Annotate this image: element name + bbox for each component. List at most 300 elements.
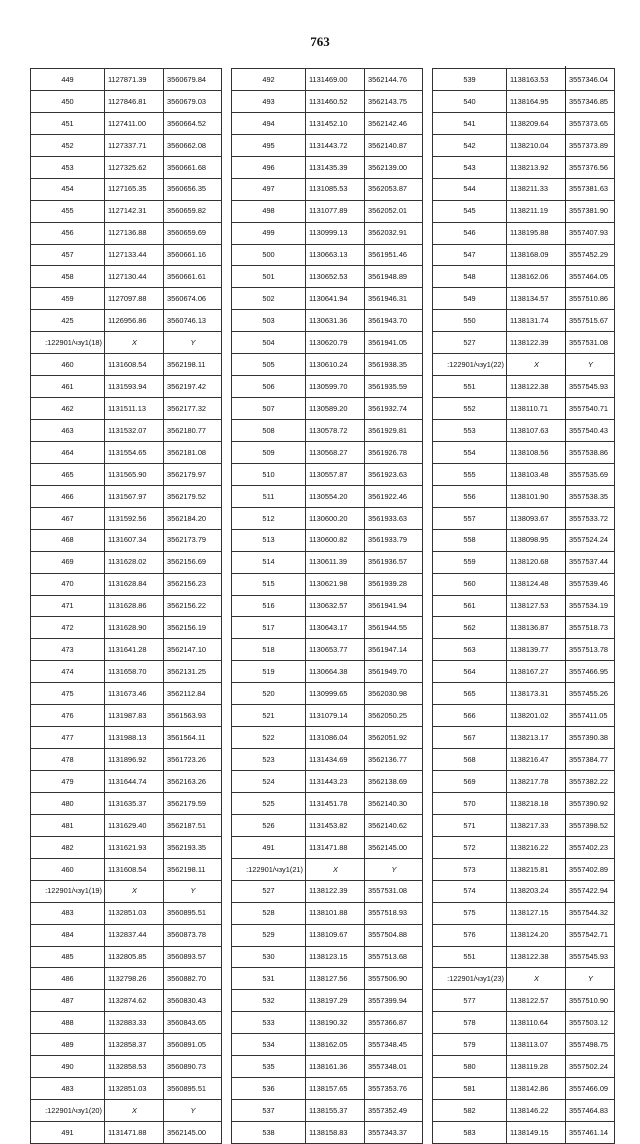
x-coordinate-cell: 1138122.38: [507, 376, 566, 398]
table-row: [232, 551, 423, 573]
table-row: [232, 573, 423, 595]
point-number-cell: 532: [232, 990, 306, 1012]
y-coordinate-cell: 3557545.93: [566, 376, 615, 398]
point-number-cell: 467: [31, 507, 105, 529]
y-coordinate-cell: 3560674.06: [164, 288, 222, 310]
page-number: 763: [310, 34, 330, 49]
x-coordinate-cell: 1138209.64: [507, 112, 566, 134]
y-coordinate-cell: 3557531.08: [365, 880, 423, 902]
x-coordinate-cell: 1138122.39: [507, 332, 566, 354]
x-coordinate-cell: 1138217.78: [507, 771, 566, 793]
table-row: [433, 880, 615, 902]
x-coordinate-cell: 1132851.03: [105, 1078, 164, 1100]
table-row: [232, 244, 423, 266]
y-coordinate-cell: 3562187.51: [164, 814, 222, 836]
x-coordinate-cell: 1138146.22: [507, 1100, 566, 1122]
y-coordinate-cell: 3562163.26: [164, 771, 222, 793]
y-coordinate-cell: 3557545.93: [566, 946, 615, 968]
y-coordinate-cell: 3560873.78: [164, 924, 222, 946]
x-coordinate-cell: 1138122.38: [507, 946, 566, 968]
x-coordinate-cell: 1130632.57: [306, 595, 365, 617]
y-coordinate-cell: 3557464.05: [566, 266, 615, 288]
point-number-cell: 482: [31, 836, 105, 858]
point-number-cell: 542: [433, 134, 507, 156]
y-coordinate-cell: 3557544.32: [566, 902, 615, 924]
point-number-cell: 563: [433, 639, 507, 661]
y-coordinate-cell: 3562198.11: [164, 858, 222, 880]
point-number-cell: 577: [433, 990, 507, 1012]
table-row: [31, 836, 222, 858]
y-coordinate-cell: 3562181.08: [164, 441, 222, 463]
y-coordinate-cell: 3557539.46: [566, 573, 615, 595]
y-header-cell: Y: [164, 1100, 222, 1122]
x-coordinate-cell: 1138149.15: [507, 1122, 566, 1144]
y-header-cell: Y: [164, 332, 222, 354]
x-coordinate-cell: 1138127.56: [306, 968, 365, 990]
point-number-cell: 484: [31, 924, 105, 946]
table-row: [433, 398, 615, 420]
point-number-cell: 570: [433, 792, 507, 814]
y-coordinate-cell: 3562179.52: [164, 485, 222, 507]
y-coordinate-cell: 3557513.68: [365, 946, 423, 968]
y-coordinate-cell: 3557534.19: [566, 595, 615, 617]
point-number-cell: 565: [433, 683, 507, 705]
y-coordinate-cell: 3557537.44: [566, 551, 615, 573]
y-coordinate-cell: 3557384.77: [566, 749, 615, 771]
y-coordinate-cell: 3560890.73: [164, 1056, 222, 1078]
table-row: [31, 398, 222, 420]
x-coordinate-cell: 1130621.98: [306, 573, 365, 595]
point-number-cell: 512: [232, 507, 306, 529]
point-number-cell: 537: [232, 1100, 306, 1122]
point-number-cell: 449: [31, 69, 105, 91]
x-coordinate-cell: 1138103.48: [507, 463, 566, 485]
point-number-cell: 546: [433, 222, 507, 244]
point-number-cell: 496: [232, 156, 306, 178]
table-row: [31, 990, 222, 1012]
table-row: [232, 310, 423, 332]
x-coordinate-cell: 1132883.33: [105, 1012, 164, 1034]
x-coordinate-cell: 1130554.20: [306, 485, 365, 507]
point-number-cell: 580: [433, 1056, 507, 1078]
table-row: [433, 288, 615, 310]
table-row: [232, 727, 423, 749]
x-coordinate-cell: 1127133.44: [105, 244, 164, 266]
x-coordinate-cell: 1130652.53: [306, 266, 365, 288]
point-number-cell: 551: [433, 946, 507, 968]
table-row: [433, 749, 615, 771]
x-coordinate-cell: 1131628.02: [105, 551, 164, 573]
y-coordinate-cell: 3557343.37: [365, 1122, 423, 1144]
table-row: [31, 551, 222, 573]
point-number-cell: 462: [31, 398, 105, 420]
x-coordinate-cell: 1131988.13: [105, 727, 164, 749]
x-coordinate-cell: 1138216.22: [507, 836, 566, 858]
x-coordinate-cell: 1138101.90: [507, 485, 566, 507]
point-number-cell: 582: [433, 1100, 507, 1122]
y-coordinate-cell: 3557346.04: [566, 69, 615, 91]
table-row: [31, 156, 222, 178]
point-number-cell: 468: [31, 529, 105, 551]
table-row: [232, 376, 423, 398]
y-coordinate-cell: 3562197.42: [164, 376, 222, 398]
point-number-cell: 486: [31, 968, 105, 990]
y-coordinate-cell: 3561939.28: [365, 573, 423, 595]
y-coordinate-cell: 3557464.83: [566, 1100, 615, 1122]
table-row: [31, 924, 222, 946]
y-coordinate-cell: 3557535.69: [566, 463, 615, 485]
point-number-cell: 547: [433, 244, 507, 266]
y-coordinate-cell: 3562032.91: [365, 222, 423, 244]
point-number-cell: 543: [433, 156, 507, 178]
y-coordinate-cell: 3560659.82: [164, 200, 222, 222]
x-coordinate-cell: 1127337.71: [105, 134, 164, 156]
section-header-row: [433, 354, 615, 376]
y-coordinate-cell: 3562184.20: [164, 507, 222, 529]
point-number-cell: 481: [31, 814, 105, 836]
y-coordinate-cell: 3557346.85: [566, 90, 615, 112]
y-coordinate-cell: 3557466.95: [566, 661, 615, 683]
y-coordinate-cell: 3562179.59: [164, 792, 222, 814]
x-coordinate-cell: 1138173.31: [507, 683, 566, 705]
point-number-cell: 523: [232, 749, 306, 771]
point-number-cell: 581: [433, 1078, 507, 1100]
y-header-cell: Y: [566, 968, 615, 990]
table-row: [433, 1122, 615, 1144]
y-coordinate-cell: 3562145.00: [164, 1122, 222, 1144]
table-row: [433, 858, 615, 880]
point-number-cell: 558: [433, 529, 507, 551]
point-number-cell: 454: [31, 178, 105, 200]
x-coordinate-cell: 1138167.27: [507, 661, 566, 683]
y-coordinate-cell: 3557518.73: [566, 617, 615, 639]
table-row: [31, 749, 222, 771]
point-number-cell: 491: [232, 836, 306, 858]
point-number-cell: 533: [232, 1012, 306, 1034]
y-coordinate-cell: 3557373.65: [566, 112, 615, 134]
x-coordinate-cell: 1130641.94: [306, 288, 365, 310]
x-coordinate-cell: 1131532.07: [105, 420, 164, 442]
x-coordinate-cell: 1131628.86: [105, 595, 164, 617]
point-number-cell: 491: [31, 1122, 105, 1144]
x-coordinate-cell: 1138110.64: [507, 1012, 566, 1034]
y-coordinate-cell: 3562030.98: [365, 683, 423, 705]
section-header-row: [232, 858, 423, 880]
x-coordinate-cell: 1131435.39: [306, 156, 365, 178]
point-number-cell: 539: [433, 69, 507, 91]
table-row: [433, 507, 615, 529]
table-row: [232, 178, 423, 200]
table-row: [232, 485, 423, 507]
point-number-cell: 525: [232, 792, 306, 814]
x-coordinate-cell: 1138218.18: [507, 792, 566, 814]
table-row: [232, 134, 423, 156]
x-coordinate-cell: 1130611.39: [306, 551, 365, 573]
x-coordinate-cell: 1138120.68: [507, 551, 566, 573]
x-coordinate-cell: 1132851.03: [105, 902, 164, 924]
point-number-cell: 492: [232, 69, 306, 91]
x-coordinate-cell: 1131608.54: [105, 354, 164, 376]
point-number-cell: 459: [31, 288, 105, 310]
y-coordinate-cell: 3557503.12: [566, 1012, 615, 1034]
x-coordinate-cell: 1127871.39: [105, 69, 164, 91]
point-number-cell: 518: [232, 639, 306, 661]
point-number-cell: 541: [433, 112, 507, 134]
table-row: [31, 178, 222, 200]
y-coordinate-cell: 3557348.45: [365, 1034, 423, 1056]
y-coordinate-cell: 3561564.11: [164, 727, 222, 749]
x-coordinate-cell: 1131443.23: [306, 771, 365, 793]
point-number-cell: 551: [433, 376, 507, 398]
y-coordinate-cell: 3557381.63: [566, 178, 615, 200]
x-coordinate-cell: 1138110.71: [507, 398, 566, 420]
x-coordinate-cell: 1127846.81: [105, 90, 164, 112]
point-number-cell: 555: [433, 463, 507, 485]
point-number-cell: 544: [433, 178, 507, 200]
point-number-cell: 451: [31, 112, 105, 134]
x-coordinate-cell: 1138217.33: [507, 814, 566, 836]
x-coordinate-cell: 1127130.44: [105, 266, 164, 288]
x-coordinate-cell: 1138213.17: [507, 727, 566, 749]
point-number-cell: 452: [31, 134, 105, 156]
y-coordinate-cell: 3557390.38: [566, 727, 615, 749]
point-number-cell: 549: [433, 288, 507, 310]
y-coordinate-cell: 3557466.09: [566, 1078, 615, 1100]
point-number-cell: 519: [232, 661, 306, 683]
table-row: [433, 814, 615, 836]
table-row: [433, 617, 615, 639]
table-row: [31, 814, 222, 836]
point-number-cell: 425: [31, 310, 105, 332]
table-row: [31, 902, 222, 924]
y-coordinate-cell: 3562173.79: [164, 529, 222, 551]
x-coordinate-cell: 1138203.24: [507, 880, 566, 902]
y-coordinate-cell: 3557398.52: [566, 814, 615, 836]
y-coordinate-cell: 3557390.92: [566, 792, 615, 814]
x-coordinate-cell: 1130599.70: [306, 376, 365, 398]
point-number-cell: 483: [31, 1078, 105, 1100]
y-coordinate-cell: 3561938.35: [365, 354, 423, 376]
y-coordinate-cell: 3561943.70: [365, 310, 423, 332]
point-number-cell: 470: [31, 573, 105, 595]
x-coordinate-cell: 1138142.86: [507, 1078, 566, 1100]
x-coordinate-cell: 1138211.33: [507, 178, 566, 200]
point-number-cell: 500: [232, 244, 306, 266]
y-coordinate-cell: 3560679.84: [164, 69, 222, 91]
table-row: [433, 200, 615, 222]
point-number-cell: 540: [433, 90, 507, 112]
y-coordinate-cell: 3562052.01: [365, 200, 423, 222]
table-row: [232, 398, 423, 420]
y-coordinate-cell: 3561946.31: [365, 288, 423, 310]
x-coordinate-cell: 1138124.48: [507, 573, 566, 595]
point-number-cell: 534: [232, 1034, 306, 1056]
y-coordinate-cell: 3557411.05: [566, 705, 615, 727]
table-row: [433, 771, 615, 793]
table-row: [232, 222, 423, 244]
parcel-id-cell: :122901/чзу1(22): [433, 354, 507, 376]
x-coordinate-cell: 1138101.88: [306, 902, 365, 924]
parcel-id-cell: :122901/чзу1(20): [31, 1100, 105, 1122]
y-coordinate-cell: 3562180.77: [164, 420, 222, 442]
y-coordinate-cell: 3561947.14: [365, 639, 423, 661]
x-coordinate-cell: 1138131.74: [507, 310, 566, 332]
table-row: [433, 178, 615, 200]
y-coordinate-cell: 3562140.62: [365, 814, 423, 836]
point-number-cell: 493: [232, 90, 306, 112]
coordinates-table-middle: [231, 68, 423, 1144]
x-coordinate-cell: 1130600.82: [306, 529, 365, 551]
y-coordinate-cell: 3562112.84: [164, 683, 222, 705]
table-row: [232, 1012, 423, 1034]
x-coordinate-cell: 1131565.90: [105, 463, 164, 485]
table-row: [433, 661, 615, 683]
point-number-cell: 575: [433, 902, 507, 924]
x-coordinate-cell: 1130600.20: [306, 507, 365, 529]
x-coordinate-cell: 1131629.40: [105, 814, 164, 836]
point-number-cell: 488: [31, 1012, 105, 1034]
table-row: [433, 134, 615, 156]
table-row: [232, 639, 423, 661]
x-coordinate-cell: 1138122.57: [507, 990, 566, 1012]
point-number-cell: 503: [232, 310, 306, 332]
point-number-cell: 527: [232, 880, 306, 902]
table-row: [232, 156, 423, 178]
x-coordinate-cell: 1138119.28: [507, 1056, 566, 1078]
x-coordinate-cell: 1138163.53: [507, 69, 566, 91]
point-number-cell: 530: [232, 946, 306, 968]
table-row: [31, 244, 222, 266]
table-row: [31, 112, 222, 134]
y-coordinate-cell: 3557353.76: [365, 1078, 423, 1100]
x-coordinate-cell: 1138109.67: [306, 924, 365, 946]
x-coordinate-cell: 1138122.39: [306, 880, 365, 902]
point-number-cell: 528: [232, 902, 306, 924]
point-number-cell: 483: [31, 902, 105, 924]
x-coordinate-cell: 1127325.62: [105, 156, 164, 178]
point-number-cell: 480: [31, 792, 105, 814]
x-coordinate-cell: 1131896.92: [105, 749, 164, 771]
point-number-cell: 475: [31, 683, 105, 705]
point-number-cell: 466: [31, 485, 105, 507]
parcel-id-cell: :122901/чзу1(18): [31, 332, 105, 354]
table-row: [232, 792, 423, 814]
point-number-cell: 510: [232, 463, 306, 485]
section-header-row: [31, 880, 222, 902]
y-coordinate-cell: 3560661.16: [164, 244, 222, 266]
x-coordinate-cell: 1138161.36: [306, 1056, 365, 1078]
point-number-cell: 516: [232, 595, 306, 617]
point-number-cell: 479: [31, 771, 105, 793]
table-row: [31, 90, 222, 112]
table-row: [31, 1078, 222, 1100]
point-number-cell: 460: [31, 858, 105, 880]
x-coordinate-cell: 1127136.88: [105, 222, 164, 244]
y-coordinate-cell: 3562136.77: [365, 749, 423, 771]
point-number-cell: 535: [232, 1056, 306, 1078]
y-coordinate-cell: 3562051.92: [365, 727, 423, 749]
point-number-cell: 536: [232, 1078, 306, 1100]
x-coordinate-cell: 1138124.20: [507, 924, 566, 946]
table-row: [433, 727, 615, 749]
x-coordinate-cell: 1138162.06: [507, 266, 566, 288]
point-number-cell: 507: [232, 398, 306, 420]
point-number-cell: 478: [31, 749, 105, 771]
section-header-row: [31, 1100, 222, 1122]
table-row: [31, 595, 222, 617]
point-number-cell: 514: [232, 551, 306, 573]
y-coordinate-cell: 3557402.23: [566, 836, 615, 858]
x-header-cell: X: [306, 858, 365, 880]
point-number-cell: 464: [31, 441, 105, 463]
point-number-cell: 502: [232, 288, 306, 310]
table-row: [433, 1012, 615, 1034]
x-coordinate-cell: 1131567.97: [105, 485, 164, 507]
y-coordinate-cell: 3557382.22: [566, 771, 615, 793]
y-coordinate-cell: 3561922.46: [365, 485, 423, 507]
point-number-cell: 458: [31, 266, 105, 288]
table-row: [232, 529, 423, 551]
table-row: [232, 968, 423, 990]
table-row: [232, 112, 423, 134]
point-number-cell: 576: [433, 924, 507, 946]
table-row: [433, 551, 615, 573]
point-number-cell: 498: [232, 200, 306, 222]
y-coordinate-cell: 3560746.13: [164, 310, 222, 332]
table-row: [31, 441, 222, 463]
point-number-cell: 505: [232, 354, 306, 376]
x-header-cell: X: [105, 1100, 164, 1122]
y-coordinate-cell: 3560882.70: [164, 968, 222, 990]
x-coordinate-cell: 1130999.13: [306, 222, 365, 244]
x-coordinate-cell: 1138127.15: [507, 902, 566, 924]
table-row: [31, 683, 222, 705]
scan-artifact-line: [565, 66, 566, 905]
x-coordinate-cell: 1131452.10: [306, 112, 365, 134]
parcel-id-cell: :122901/чзу1(21): [232, 858, 306, 880]
table-row: [31, 1056, 222, 1078]
y-coordinate-cell: 3557352.49: [365, 1100, 423, 1122]
point-number-cell: 578: [433, 1012, 507, 1034]
point-number-cell: 506: [232, 376, 306, 398]
x-coordinate-cell: 1131635.37: [105, 792, 164, 814]
y-coordinate-cell: 3562140.87: [365, 134, 423, 156]
x-coordinate-cell: 1131628.90: [105, 617, 164, 639]
point-number-cell: 554: [433, 441, 507, 463]
x-coordinate-cell: 1130631.36: [306, 310, 365, 332]
point-number-cell: 520: [232, 683, 306, 705]
table-row: [31, 463, 222, 485]
table-row: [433, 266, 615, 288]
y-coordinate-cell: 3557518.93: [365, 902, 423, 924]
y-coordinate-cell: 3560895.51: [164, 1078, 222, 1100]
y-coordinate-cell: 3560659.69: [164, 222, 222, 244]
point-number-cell: 553: [433, 420, 507, 442]
y-coordinate-cell: 3562156.19: [164, 617, 222, 639]
x-coordinate-cell: 1132858.37: [105, 1034, 164, 1056]
point-number-cell: 465: [31, 463, 105, 485]
table-row: [31, 1122, 222, 1144]
x-coordinate-cell: 1138213.92: [507, 156, 566, 178]
x-coordinate-cell: 1131453.82: [306, 814, 365, 836]
x-coordinate-cell: 1131471.88: [105, 1122, 164, 1144]
x-coordinate-cell: 1130610.24: [306, 354, 365, 376]
y-coordinate-cell: 3562147.10: [164, 639, 222, 661]
x-coordinate-cell: 1131593.94: [105, 376, 164, 398]
point-number-cell: 455: [31, 200, 105, 222]
section-header-row: [31, 332, 222, 354]
y-coordinate-cell: 3562131.25: [164, 661, 222, 683]
